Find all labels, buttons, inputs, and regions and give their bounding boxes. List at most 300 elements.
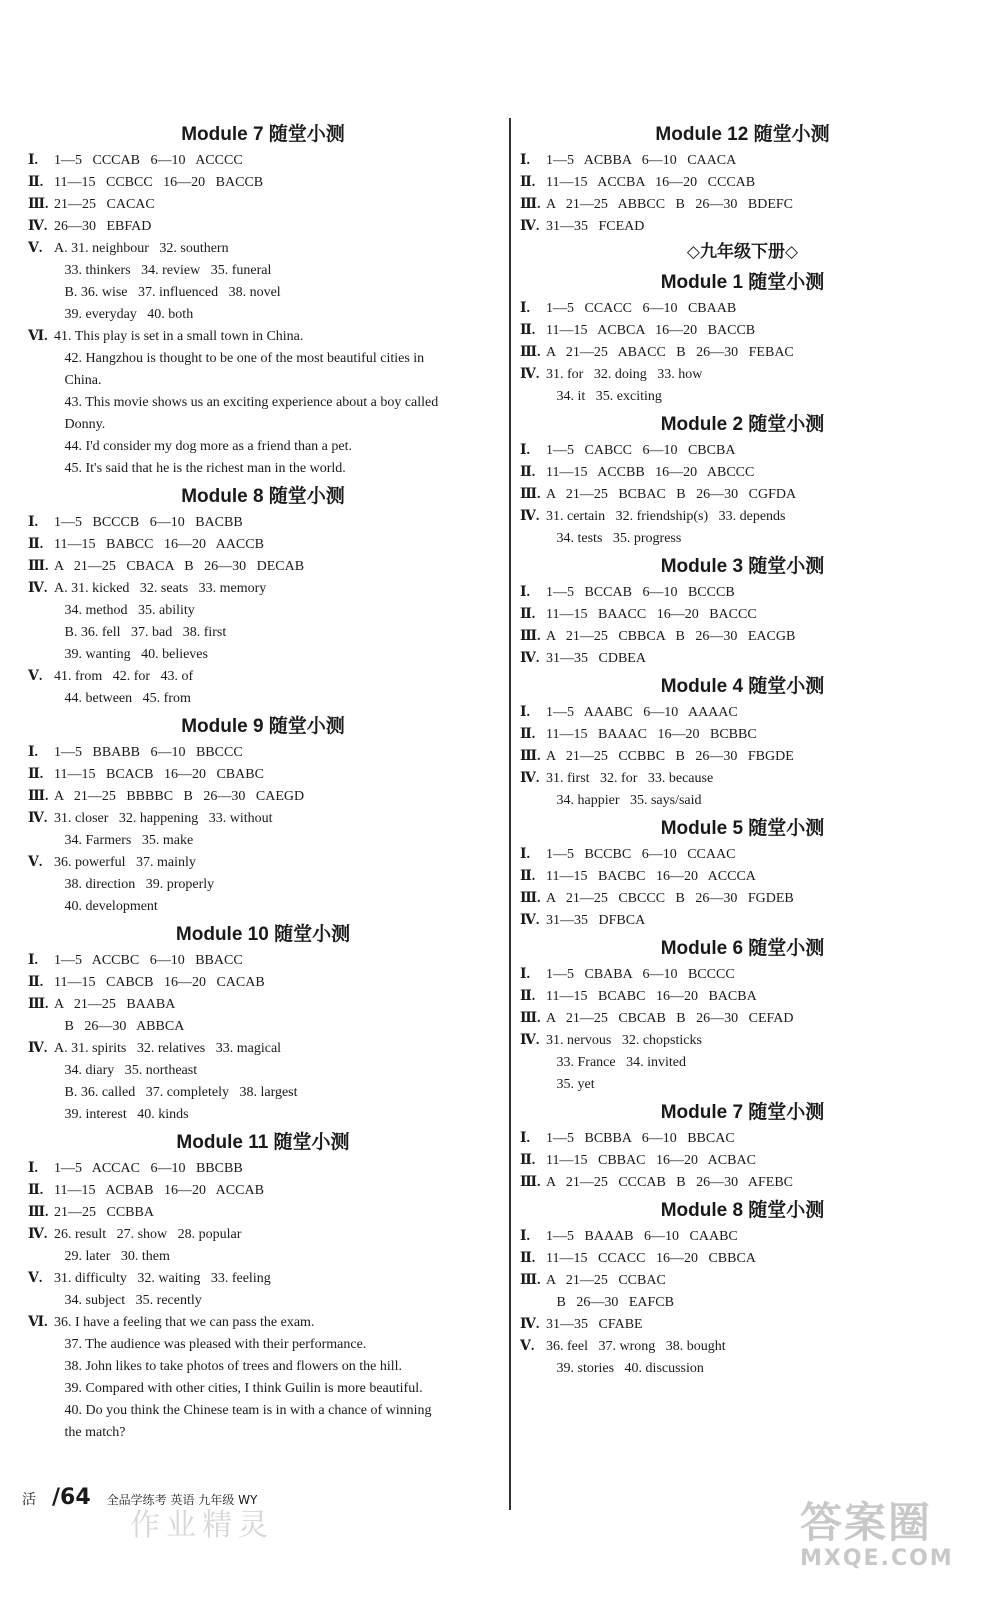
- answer-text: B. 36. fell 37. bad 38. first: [54, 625, 227, 640]
- answer-text: 11—15 BAAAC 16—20 BCBBC: [546, 727, 757, 742]
- section-number: Ⅲ.: [520, 487, 541, 502]
- answer-text: A 21—25 CBACA B 26—30 DECAB: [54, 559, 305, 574]
- answer-line: [28, 1202, 498, 1224]
- section-number: [28, 304, 54, 326]
- answer-text: A. 31. neighbour 32. southern: [54, 241, 229, 256]
- answer-text: 37. The audience was pleased with their performance.: [54, 1337, 367, 1352]
- answer-text: 40. Do you think the Chinese team is in with a chance of winning: [54, 1403, 432, 1418]
- section-number: Ⅰ.: [520, 585, 531, 600]
- answer-text: 31—35 CDBEA: [546, 651, 646, 666]
- answer-line: [520, 790, 965, 812]
- section-number: [28, 1334, 54, 1356]
- module-title: Module 7 随堂小测: [660, 1102, 825, 1123]
- answer-line: [28, 874, 498, 896]
- answer-text: 11—15 BCACB 16—20 CBABC: [54, 767, 264, 782]
- answer-line: [520, 1270, 965, 1292]
- answer-line: [28, 260, 498, 282]
- book-title: 全品学练考 英语 九年级 WY: [106, 1493, 258, 1507]
- section-number: [520, 1052, 546, 1074]
- section-number: [28, 348, 54, 370]
- section-number: Ⅱ.: [28, 767, 44, 782]
- answer-line: [520, 702, 965, 724]
- answer-line: [520, 216, 965, 238]
- answer-line: [28, 1038, 498, 1060]
- section-number: Ⅳ.: [520, 651, 540, 666]
- answer-line: [520, 1052, 965, 1074]
- answer-line: [28, 1334, 498, 1356]
- answer-line: [520, 1292, 965, 1314]
- section-number: Ⅴ.: [28, 855, 43, 870]
- answer-text: Donny.: [54, 417, 106, 432]
- answer-line: [520, 888, 965, 910]
- section-number: [28, 1400, 54, 1422]
- section-number: Ⅱ.: [28, 175, 44, 190]
- answer-text: A 21—25 BAABA: [54, 997, 176, 1012]
- answer-text: 1—5 CBABA 6—10 BCCCC: [546, 967, 735, 982]
- answer-text: 33. thinkers 34. review 35. funeral: [54, 263, 272, 278]
- answer-line: [520, 964, 965, 986]
- answer-line: [520, 1008, 965, 1030]
- answer-line: [520, 172, 965, 194]
- answer-line: [520, 462, 965, 484]
- answer-line: [520, 604, 965, 626]
- answer-text: 1—5 BCBBA 6—10 BBCAC: [546, 1131, 735, 1146]
- section-number: Ⅲ.: [520, 749, 541, 764]
- answer-text: 11—15 CCBCC 16—20 BACCB: [54, 175, 264, 190]
- answer-line: [520, 1074, 965, 1096]
- answer-line: [28, 1016, 498, 1038]
- answer-line: [28, 622, 498, 644]
- section-number: Ⅳ.: [520, 913, 540, 928]
- section-number: [28, 1290, 54, 1312]
- section-number: Ⅰ.: [520, 967, 531, 982]
- answer-line: [28, 666, 498, 688]
- answer-text: 11—15 ACCBA 16—20 CCCAB: [546, 175, 756, 190]
- section-number: Ⅳ.: [28, 1041, 48, 1056]
- answer-text: A 21—25 BBBBC B 26—30 CAEGD: [54, 789, 305, 804]
- section-number: Ⅰ.: [520, 153, 531, 168]
- section-number: Ⅱ.: [520, 1153, 536, 1168]
- section-number: Ⅱ.: [28, 537, 44, 552]
- module-title: Module 8 随堂小测: [660, 1200, 825, 1221]
- answer-text: A 21—25 CBCCC B 26—30 FGDEB: [546, 891, 794, 906]
- section-heading: ◇九年级下册◇: [686, 242, 799, 262]
- answer-text: 21—25 CACAC: [54, 197, 155, 212]
- answer-text: 31. for 32. doing 33. how: [546, 367, 703, 382]
- answer-text: 1—5 BCCBC 6—10 CCAAC: [546, 847, 736, 862]
- answer-text: 34. subject 35. recently: [54, 1293, 202, 1308]
- answer-text: 1—5 BCCCB 6—10 BACBB: [54, 515, 243, 530]
- section-number: Ⅳ.: [28, 581, 48, 596]
- answer-text: 11—15 BABCC 16—20 AACCB: [54, 537, 264, 552]
- answer-line: [520, 528, 965, 550]
- section-number: Ⅰ.: [28, 515, 39, 530]
- answer-text: 44. I'd consider my dog more as a friend than a pet.: [54, 439, 352, 454]
- answer-text: 11—15 BACBC 16—20 ACCCA: [546, 869, 756, 884]
- section-number: Ⅰ.: [520, 705, 531, 720]
- section-number: Ⅴ.: [28, 669, 43, 684]
- answer-text: 1—5 BAAAB 6—10 CAABC: [546, 1229, 738, 1244]
- section-number: Ⅲ.: [520, 345, 541, 360]
- answer-line: [28, 150, 498, 172]
- section-number: Ⅲ.: [520, 1175, 541, 1190]
- answer-text: 34. it 35. exciting: [546, 389, 662, 404]
- answer-line: [28, 852, 498, 874]
- answer-line: [28, 688, 498, 710]
- answer-line: [520, 626, 965, 648]
- answer-text: 43. This movie shows us an exciting experience about a boy called: [54, 395, 439, 410]
- module-title: Module 4 随堂小测: [660, 676, 825, 697]
- answer-line: [28, 1312, 498, 1334]
- module-title: Module 8 随堂小测: [181, 486, 345, 507]
- answer-line: [520, 866, 965, 888]
- section-number: [520, 1292, 546, 1314]
- section-number: [28, 1104, 54, 1126]
- answer-text: 39. interest 40. kinds: [54, 1107, 189, 1122]
- answer-line: [28, 644, 498, 666]
- page-number: /64: [52, 1485, 91, 1510]
- section-number: Ⅲ.: [28, 559, 49, 574]
- module-title: Module 6 随堂小测: [660, 938, 825, 959]
- answer-text: 36. feel 37. wrong 38. bought: [546, 1339, 726, 1354]
- answer-line: [28, 1158, 498, 1180]
- answer-line: [520, 320, 965, 342]
- answer-text: B. 36. called 37. completely 38. largest: [54, 1085, 298, 1100]
- answer-text: 1—5 BCCAB 6—10 BCCCB: [546, 585, 735, 600]
- section-number: Ⅱ.: [28, 1183, 44, 1198]
- answer-line: [28, 830, 498, 852]
- answer-text: 39. everyday 40. both: [54, 307, 194, 322]
- section-number: Ⅰ.: [520, 847, 531, 862]
- answer-line: [28, 1422, 498, 1444]
- answer-text: 34. method 35. ability: [54, 603, 195, 618]
- answer-line: [28, 896, 498, 918]
- answer-line: [28, 1290, 498, 1312]
- section-number: Ⅲ.: [520, 1273, 541, 1288]
- watermark-url: MXQE.COM: [800, 1546, 954, 1571]
- answer-text: 21—25 CCBBA: [54, 1205, 154, 1220]
- answer-text: 35. yet: [546, 1077, 595, 1092]
- section-number: [28, 436, 54, 458]
- section-number: Ⅱ.: [520, 989, 536, 1004]
- answer-line: [28, 370, 498, 392]
- section-number: [28, 830, 54, 852]
- answer-text: 31. first 32. for 33. because: [546, 771, 714, 786]
- module-title: Module 10 随堂小测: [175, 924, 351, 945]
- section-number: [28, 1356, 54, 1378]
- left-column: [28, 118, 498, 1444]
- answer-line: [520, 1030, 965, 1052]
- section-number: [28, 458, 54, 480]
- section-number: Ⅳ.: [520, 771, 540, 786]
- answer-line: [520, 150, 965, 172]
- section-number: Ⅰ.: [28, 153, 39, 168]
- answer-line: [28, 458, 498, 480]
- section-number: [28, 644, 54, 666]
- answer-line: [520, 768, 965, 790]
- section-number: [28, 1016, 54, 1038]
- answer-text: 39. stories 40. discussion: [546, 1361, 704, 1376]
- answer-text: 36. I have a feeling that we can pass the exam.: [54, 1315, 315, 1330]
- answer-text: 34. happier 35. says/said: [546, 793, 702, 808]
- answer-text: 31—35 DFBCA: [546, 913, 646, 928]
- answer-text: A 21—25 BCBAC B 26—30 CGFDA: [546, 487, 797, 502]
- answer-line: [520, 986, 965, 1008]
- module-title: Module 11 随堂小测: [176, 1132, 350, 1153]
- answer-line: [28, 392, 498, 414]
- answer-text: 11—15 BAACC 16—20 BACCC: [546, 607, 757, 622]
- column-divider: [509, 118, 511, 1510]
- answer-line: [520, 844, 965, 866]
- answer-line: [28, 414, 498, 436]
- answer-text: 41. from 42. for 43. of: [54, 669, 194, 684]
- answer-line: [28, 764, 498, 786]
- answer-text: 38. direction 39. properly: [54, 877, 215, 892]
- answer-line: [28, 600, 498, 622]
- answer-line: [28, 534, 498, 556]
- answer-text: China.: [54, 373, 102, 388]
- answer-text: 41. This play is set in a small town in China.: [54, 329, 304, 344]
- answer-line: [28, 950, 498, 972]
- answer-line: [28, 972, 498, 994]
- answer-line: [28, 1378, 498, 1400]
- answer-text: 33. France 34. invited: [546, 1055, 686, 1070]
- section-number: [520, 528, 546, 550]
- answer-text: 26. result 27. show 28. popular: [54, 1227, 242, 1242]
- answer-text: 39. wanting 40. believes: [54, 647, 208, 662]
- answer-text: 11—15 BCABC 16—20 BACBA: [546, 989, 757, 1004]
- answer-line: [520, 910, 965, 932]
- answer-line: [28, 436, 498, 458]
- section-number: [28, 260, 54, 282]
- answer-text: 1—5 CCACC 6—10 CBAAB: [546, 301, 737, 316]
- section-number: Ⅴ.: [520, 1339, 535, 1354]
- section-number: [28, 282, 54, 304]
- section-number: Ⅲ.: [520, 1011, 541, 1026]
- section-number: Ⅵ.: [28, 329, 48, 344]
- section-number: Ⅰ.: [520, 443, 531, 458]
- answer-line: [28, 512, 498, 534]
- answer-line: [28, 1246, 498, 1268]
- section-number: Ⅱ.: [520, 323, 536, 338]
- answer-text: 11—15 ACBAB 16—20 ACCAB: [54, 1183, 264, 1198]
- answer-line: [520, 1336, 965, 1358]
- answer-text: 36. powerful 37. mainly: [54, 855, 196, 870]
- section-number: Ⅰ.: [28, 745, 39, 760]
- answer-text: 11—15 ACBCA 16—20 BACCB: [546, 323, 756, 338]
- answer-line: [520, 298, 965, 320]
- section-number: [28, 1060, 54, 1082]
- section-number: Ⅲ.: [28, 997, 49, 1012]
- module-title: Module 9 随堂小测: [181, 716, 345, 737]
- answer-line: [28, 1082, 498, 1104]
- answer-text: A 21—25 ABACC B 26—30 FEBAC: [546, 345, 794, 360]
- section-number: Ⅰ.: [520, 301, 531, 316]
- section-number: Ⅱ.: [520, 1251, 536, 1266]
- answer-text: 31—35 CFABE: [546, 1317, 643, 1332]
- answer-line: [520, 506, 965, 528]
- module-title: Module 5 随堂小测: [660, 818, 825, 839]
- section-number: [28, 414, 54, 436]
- section-number: [520, 386, 546, 408]
- answer-text: 42. Hangzhou is thought to be one of the most beautiful cities in: [54, 351, 425, 366]
- answer-line: [520, 1226, 965, 1248]
- answer-line: [520, 1172, 965, 1194]
- answer-text: A. 31. kicked 32. seats 33. memory: [54, 581, 267, 596]
- section-number: [28, 688, 54, 710]
- section-number: Ⅱ.: [28, 975, 44, 990]
- answer-line: [28, 1060, 498, 1082]
- section-number: Ⅱ.: [520, 869, 536, 884]
- section-number: Ⅲ.: [28, 1205, 49, 1220]
- answer-text: 1—5 CCCAB 6—10 ACCCC: [54, 153, 243, 168]
- answer-text: A 21—25 CBBCA B 26—30 EACGB: [546, 629, 796, 644]
- answer-text: A 21—25 CCBBC B 26—30 FBGDE: [546, 749, 794, 764]
- section-number: Ⅴ.: [28, 241, 43, 256]
- answer-line: [28, 216, 498, 238]
- answer-line: [28, 172, 498, 194]
- answer-text: A 21—25 CCCAB B 26—30 AFEBC: [546, 1175, 793, 1190]
- answer-line: [520, 746, 965, 768]
- answer-text: 1—5 ACCBC 6—10 BBACC: [54, 953, 243, 968]
- answer-line: [28, 556, 498, 578]
- answer-text: 26—30 EBFAD: [54, 219, 152, 234]
- section-number: [28, 896, 54, 918]
- section-number: Ⅳ.: [520, 1317, 540, 1332]
- section-number: Ⅳ.: [520, 1033, 540, 1048]
- answer-text: 11—15 CBBAC 16—20 ACBAC: [546, 1153, 756, 1168]
- answer-line: [520, 724, 965, 746]
- answer-text: 1—5 AAABC 6—10 AAAAC: [546, 705, 738, 720]
- answer-line: [520, 1358, 965, 1380]
- answer-text: 34. Farmers 35. make: [54, 833, 194, 848]
- answer-line: [520, 1314, 965, 1336]
- answer-text: the match?: [54, 1425, 126, 1440]
- answer-line: [520, 1128, 965, 1150]
- answer-line: [520, 364, 965, 386]
- answer-line: [520, 582, 965, 604]
- section-number: Ⅳ.: [28, 1227, 48, 1242]
- answer-text: 34. diary 35. northeast: [54, 1063, 198, 1078]
- answer-text: 44. between 45. from: [54, 691, 191, 706]
- answer-text: A 21—25 CBCAB B 26—30 CEFAD: [546, 1011, 794, 1026]
- section-number: Ⅳ.: [520, 509, 540, 524]
- answer-line: [28, 1224, 498, 1246]
- section-number: [520, 790, 546, 812]
- answer-line: [28, 808, 498, 830]
- answer-text: 45. It's said that he is the richest man in the world.: [54, 461, 346, 476]
- footer-prefix: 活: [22, 1492, 36, 1508]
- module-title: Module 2 随堂小测: [660, 414, 825, 435]
- section-number: Ⅳ.: [520, 219, 540, 234]
- section-number: Ⅲ.: [520, 629, 541, 644]
- faint-watermark: 作业精灵: [130, 1508, 274, 1543]
- answer-line: [28, 1104, 498, 1126]
- module-title: Module 12 随堂小测: [655, 124, 830, 145]
- answer-line: [520, 648, 965, 670]
- section-number: Ⅰ.: [28, 1161, 39, 1176]
- answer-text: 39. Compared with other cities, I think Guilin is more beautiful.: [54, 1381, 423, 1396]
- section-number: [28, 1422, 54, 1444]
- answer-text: 11—15 CABCB 16—20 CACAB: [54, 975, 265, 990]
- section-number: [28, 370, 54, 392]
- answer-text: A. 31. spirits 32. relatives 33. magical: [54, 1041, 282, 1056]
- answer-line: [520, 342, 965, 364]
- answer-text: 31. difficulty 32. waiting 33. feeling: [54, 1271, 271, 1286]
- section-number: Ⅲ.: [28, 197, 49, 212]
- answer-line: [28, 1180, 498, 1202]
- answer-text: A 21—25 CCBAC: [546, 1273, 666, 1288]
- answer-text: 31. nervous 32. chopsticks: [546, 1033, 702, 1048]
- answer-text: 1—5 CABCC 6—10 CBCBA: [546, 443, 736, 458]
- answer-line: [28, 742, 498, 764]
- answer-line: [520, 194, 965, 216]
- answer-line: [520, 1150, 965, 1172]
- section-number: [28, 1378, 54, 1400]
- watermark-logo: 答案圈: [800, 1498, 933, 1547]
- answer-line: [520, 386, 965, 408]
- answer-line: [28, 194, 498, 216]
- answer-line: [520, 1248, 965, 1270]
- answer-text: 11—15 ACCBB 16—20 ABCCC: [546, 465, 755, 480]
- section-number: [28, 1082, 54, 1104]
- module-title: Module 3 随堂小测: [660, 556, 825, 577]
- section-number: Ⅱ.: [520, 175, 536, 190]
- section-number: Ⅳ.: [28, 811, 48, 826]
- section-number: Ⅰ.: [28, 953, 39, 968]
- answer-line: [520, 440, 965, 462]
- answer-text: 31. closer 32. happening 33. without: [54, 811, 273, 826]
- section-number: Ⅰ.: [520, 1131, 531, 1146]
- answer-line: [28, 1400, 498, 1422]
- answer-text: 31. certain 32. friendship(s) 33. depends: [546, 509, 786, 524]
- answer-text: 29. later 30. them: [54, 1249, 170, 1264]
- answer-text: 31—35 FCEAD: [546, 219, 645, 234]
- site-watermark: [800, 1490, 954, 1571]
- answer-line: [28, 1356, 498, 1378]
- answer-text: B 26—30 EAFCB: [546, 1295, 674, 1310]
- answer-line: [520, 484, 965, 506]
- answer-line: [28, 994, 498, 1016]
- answer-line: [28, 1268, 498, 1290]
- module-title: Module 1 随堂小测: [660, 272, 825, 293]
- answer-line: [28, 786, 498, 808]
- section-number: Ⅱ.: [520, 607, 536, 622]
- section-number: Ⅱ.: [520, 465, 536, 480]
- answer-line: [28, 326, 498, 348]
- section-number: Ⅲ.: [520, 197, 541, 212]
- section-number: Ⅲ.: [520, 891, 541, 906]
- answer-text: 1—5 BBABB 6—10 BBCCC: [54, 745, 243, 760]
- section-number: Ⅳ.: [520, 367, 540, 382]
- section-number: Ⅵ.: [28, 1315, 48, 1330]
- answer-text: B. 36. wise 37. influenced 38. novel: [54, 285, 281, 300]
- answer-text: 11—15 CCACC 16—20 CBBCA: [546, 1251, 756, 1266]
- section-number: [28, 600, 54, 622]
- answer-text: A 21—25 ABBCC B 26—30 BDEFC: [546, 197, 793, 212]
- section-number: [520, 1074, 546, 1096]
- section-number: Ⅱ.: [520, 727, 536, 742]
- answer-text: B 26—30 ABBCA: [54, 1019, 185, 1034]
- answer-line: [28, 238, 498, 260]
- section-number: Ⅳ.: [28, 219, 48, 234]
- answer-text: 40. development: [54, 899, 158, 914]
- section-number: [520, 1358, 546, 1380]
- section-number: [28, 622, 54, 644]
- section-number: Ⅲ.: [28, 789, 49, 804]
- answer-line: [28, 348, 498, 370]
- section-number: Ⅴ.: [28, 1271, 43, 1286]
